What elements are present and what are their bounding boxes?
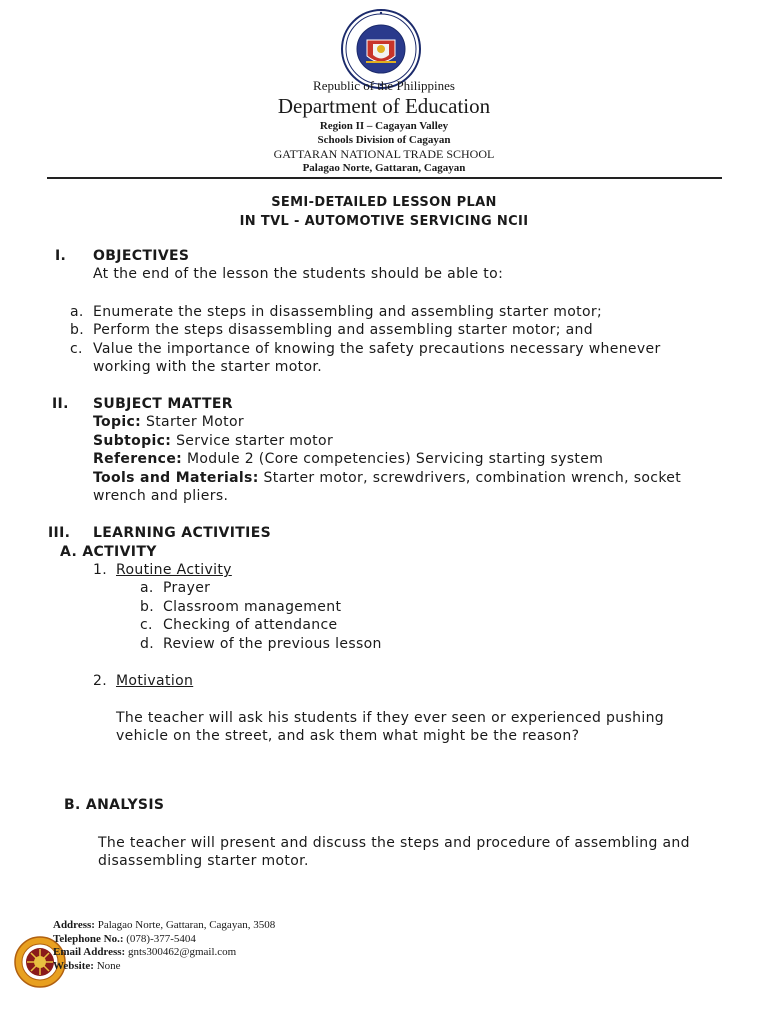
lesson-plan-subtitle: IN TVL - AUTOMOTIVE SERVICING NCII bbox=[239, 214, 529, 229]
objective-item-continuation: working with the starter motor. bbox=[93, 359, 323, 375]
objective-item: Enumerate the steps in disassembling and assembling starter motor; bbox=[93, 304, 603, 320]
school-name: GATTARAN NATIONAL TRADE SCHOOL bbox=[273, 147, 495, 161]
footer-email bbox=[53, 946, 236, 958]
telephone-label: Telephone No.: bbox=[53, 933, 124, 945]
routine-letter: b. bbox=[140, 599, 155, 615]
motivation-number: 2. bbox=[93, 673, 108, 689]
topic-label: Topic: bbox=[93, 414, 142, 430]
address-label: Address: bbox=[53, 919, 95, 931]
email-value: gnts300462@gmail.com bbox=[127, 946, 237, 958]
routine-item: Review of the previous lesson bbox=[163, 636, 382, 652]
reference-row bbox=[93, 451, 603, 467]
region-label: Region II – Cagayan Valley bbox=[319, 120, 449, 132]
analysis-text-continuation: disassembling starter motor. bbox=[98, 853, 309, 869]
learning-number: III. bbox=[48, 525, 71, 541]
motivation-text: The teacher will ask his students if they ever seen or experienced pushing bbox=[116, 710, 665, 726]
division-label: Schools Division of Cagayan bbox=[317, 134, 451, 146]
department-title: Department of Education bbox=[277, 94, 491, 118]
objective-letter: a. bbox=[70, 304, 84, 320]
routine-item: Checking of attendance bbox=[163, 617, 338, 633]
subtopic-row bbox=[93, 433, 333, 449]
subject-matter-heading: SUBJECT MATTER bbox=[93, 396, 233, 412]
header-divider bbox=[47, 177, 722, 179]
analysis-text: The teacher will present and discuss the steps and procedure of assembling and bbox=[98, 835, 690, 851]
motivation-text-continuation: vehicle on the street, and ask them what might be the reason? bbox=[116, 728, 580, 744]
school-location: Palagao Norte, Gattaran, Cagayan bbox=[302, 162, 466, 174]
routine-number: 1. bbox=[93, 562, 108, 578]
footer-address bbox=[53, 919, 275, 931]
email-label: Email Address: bbox=[53, 946, 126, 958]
objectives-number: I. bbox=[55, 248, 67, 264]
routine-activity-label: Routine Activity bbox=[116, 562, 232, 578]
learning-heading: LEARNING ACTIVITIES bbox=[93, 525, 272, 541]
objective-item: Perform the steps disassembling and assembling starter motor; and bbox=[93, 322, 594, 338]
topic-value: Starter Motor bbox=[145, 414, 244, 430]
subject-matter-number: II. bbox=[52, 396, 69, 412]
reference-value: Module 2 (Core competencies) Servicing starting system bbox=[186, 451, 604, 467]
routine-item: Prayer bbox=[163, 580, 211, 596]
tools-row bbox=[93, 470, 681, 486]
subtopic-value: Service starter motor bbox=[176, 433, 334, 449]
website-value: None bbox=[96, 960, 121, 972]
motivation-label: Motivation bbox=[116, 673, 194, 689]
objective-letter: c. bbox=[70, 341, 83, 357]
routine-letter: a. bbox=[140, 580, 154, 596]
routine-item: Classroom management bbox=[163, 599, 342, 615]
subtopic-label: Subtopic: bbox=[93, 433, 172, 449]
address-value: Palagao Norte, Gattaran, Cagayan, 3508 bbox=[97, 919, 276, 931]
reference-label: Reference: bbox=[93, 451, 183, 467]
tools-continuation: wrench and pliers. bbox=[93, 488, 229, 504]
tools-label: Tools and Materials: bbox=[93, 470, 259, 486]
footer-telephone bbox=[53, 933, 196, 945]
website-label: Website: bbox=[53, 960, 94, 972]
footer-website bbox=[53, 960, 121, 972]
objectives-intro: At the end of the lesson the students should be able to: bbox=[93, 266, 504, 282]
objective-letter: b. bbox=[70, 322, 85, 338]
tools-value: Starter motor, screwdrivers, combination wrench, socket bbox=[263, 470, 682, 486]
objective-item: Value the importance of knowing the safety precautions necessary whenever bbox=[93, 341, 661, 357]
topic-row bbox=[93, 414, 244, 430]
lesson-plan-title: SEMI-DETAILED LESSON PLAN bbox=[271, 195, 497, 210]
telephone-value: (078)-377-5404 bbox=[126, 933, 196, 945]
republic-label: Republic of the Philippines bbox=[313, 78, 455, 93]
objectives-heading: OBJECTIVES bbox=[93, 248, 190, 264]
activity-heading: A. ACTIVITY bbox=[60, 544, 157, 560]
analysis-heading: B. ANALYSIS bbox=[64, 797, 165, 813]
routine-letter: c. bbox=[140, 617, 153, 633]
routine-letter: d. bbox=[140, 636, 155, 652]
